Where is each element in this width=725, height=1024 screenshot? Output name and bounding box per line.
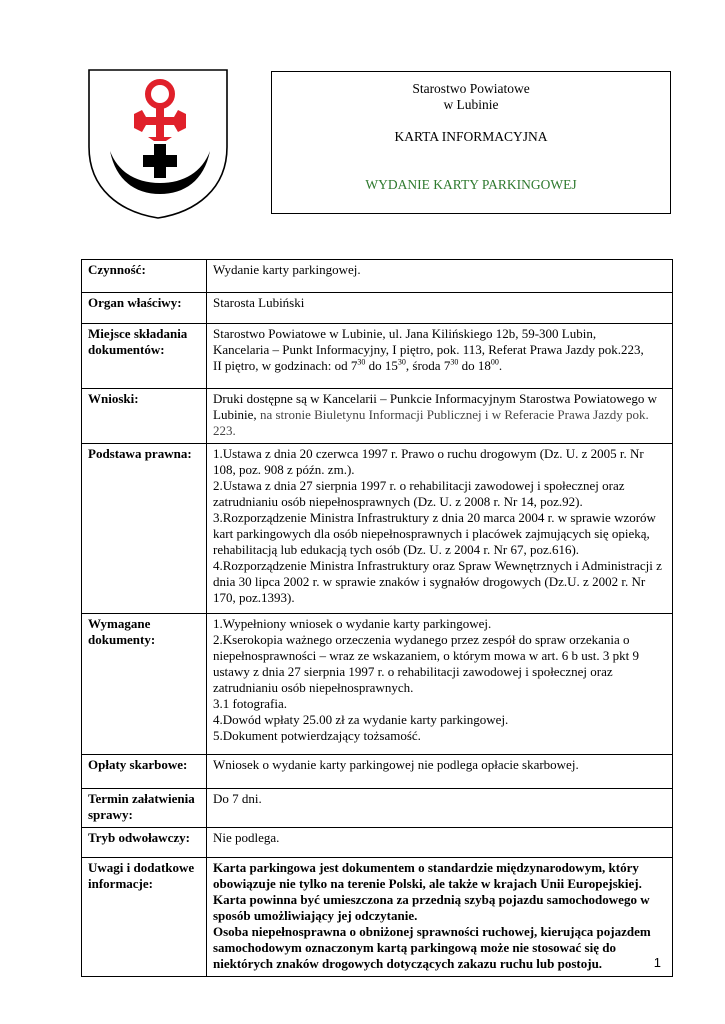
table-row xyxy=(82,858,673,977)
table-row xyxy=(82,789,673,828)
header-box xyxy=(271,71,671,214)
table-row xyxy=(82,260,673,293)
table-row xyxy=(82,293,673,324)
table-row xyxy=(82,444,673,614)
note-paragraph: Karta parkingowa jest dokumentem o standardzie międzynarodowym, który obowiązuje nie tylko na terenie Polski, ale także w krajach Unii Europejskiej. Karta powinna być umieszczona za przednią szybą pojazdu samochodowego w sposób umożliwiający jej odczytanie. xyxy=(213,860,650,923)
list-item: 4.Rozporządzenie Ministra Infrastruktury oraz Spraw Wewnętrznych i Administracji z dnia 30 lipca 2002 r. w sprawie znaków i sygnałów drogowych (Dz.U. z 2002 r. Nr 170, poz.1393). xyxy=(213,558,662,605)
coat-of-arms-icon xyxy=(88,69,228,219)
row-value xyxy=(207,614,673,755)
row-label: Miejsce składania dokumentów: xyxy=(82,324,207,389)
row-label: Termin załatwienia sprawy: xyxy=(82,789,207,828)
list-item: 1.Wypełniony wniosek o wydanie karty parkingowej. xyxy=(213,616,492,631)
list-item: 5.Dokument potwierdzający tożsamość. xyxy=(213,728,421,743)
address-line: Kancelaria – Punkt Informacyjny, I piętro, pok. 113, Referat Prawa Jazdy pok.223, xyxy=(213,342,644,357)
row-value: Druki dostępne są w Kancelarii – Punkcie Informacyjnym Starostwa Powiatowego w Lubinie, na stronie Biuletynu Informacji Publicznej i w Referacie Prawa Jazdy pok. 223. xyxy=(207,389,673,444)
list-item: 1.Ustawa z dnia 20 czerwca 1997 r. Prawo o ruchu drogowym (Dz. U. z 2005 r. Nr 108, poz. 908 z późn. zm.). xyxy=(213,446,644,477)
note-paragraph: Osoba niepełnosprawna o obniżonej sprawności ruchowej, kierująca pojazdem samochodowym oznaczonym kartą parkingową może nie stosować się do niektórych znaków drogowych dotyczących zakazu ruchu lub postoju. xyxy=(213,924,651,971)
row-label: Organ właściwy: xyxy=(82,293,207,324)
row-value: Nie podlega. xyxy=(207,828,673,858)
office-name: Starostwo Powiatowe xyxy=(412,81,530,96)
hours-line: II piętro, w godzinach: od $7^{30}$ do $15^{30}$, środa $7^{30}$ do $18^{00}$. xyxy=(213,357,503,373)
row-value xyxy=(207,444,673,614)
office-location: w Lubinie xyxy=(443,97,499,112)
list-item: 2.Ustawa z dnia 27 sierpnia 1997 r. o rehabilitacji zawodowej i społecznej oraz zatrudnianiu osób niepełnosprawnych (Dz. U. z 2008 r. Nr 14, poz.92). xyxy=(213,478,625,509)
list-item: 4.Dowód wpłaty 25.00 zł za wydanie karty parkingowej. xyxy=(213,712,509,727)
card-subject: WYDANIE KARTY PARKINGOWEJ xyxy=(365,177,577,192)
row-label: Tryb odwoławczy: xyxy=(82,828,207,858)
list-item: 3.Rozporządzenie Ministra Infrastruktury z dnia 20 marca 2004 r. w sprawie wzorów kart parkingowych dla osób niepełnosprawnych i placówek zajmujących się opieką, rehabilitacją lub edukacją tych osób (Dz. U. z 2004 r. Nr 67, poz.616). xyxy=(213,510,656,557)
address-line: Starostwo Powiatowe w Lubinie, ul. Jana Kilińskiego 12b, 59-300 Lubin, xyxy=(213,326,597,341)
row-label: Uwagi i dodatkowe informacje: xyxy=(82,858,207,977)
row-value: Do 7 dni. xyxy=(207,789,673,828)
row-value xyxy=(207,324,673,389)
table-row xyxy=(82,755,673,789)
row-label: Podstawa prawna: xyxy=(82,444,207,614)
row-label: Opłaty skarbowe: xyxy=(82,755,207,789)
table-row xyxy=(82,324,673,389)
row-value xyxy=(207,858,673,977)
row-value: Wniosek o wydanie karty parkingowej nie podlega opłacie skarbowej. xyxy=(207,755,673,789)
row-label: Wnioski: xyxy=(82,389,207,444)
page-number: 1 xyxy=(653,955,661,970)
card-title: KARTA INFORMACYJNA xyxy=(394,129,548,144)
row-value: Starosta Lubiński xyxy=(207,293,673,324)
info-table xyxy=(81,259,673,977)
table-row xyxy=(82,614,673,755)
table-row xyxy=(82,389,673,444)
row-label: Czynność: xyxy=(82,260,207,293)
list-item: 2.Kserokopia ważnego orzeczenia wydanego przez zespół do spraw orzekania o niepełnosprawności – wraz ze wskazaniem, o którym mowa w art. 6 b ust. 3 pkt 9 ustawy z dnia 27 sierpnia 1997 r. o rehabilitacji zawodowej i społecznej oraz zatrudnianiu osób niepełnosprawnych. xyxy=(213,632,640,695)
row-label: Wymagane dokumenty: xyxy=(82,614,207,755)
table-row xyxy=(82,828,673,858)
list-item: 3.1 fotografia. xyxy=(213,696,288,711)
row-value: Wydanie karty parkingowej. xyxy=(207,260,673,293)
